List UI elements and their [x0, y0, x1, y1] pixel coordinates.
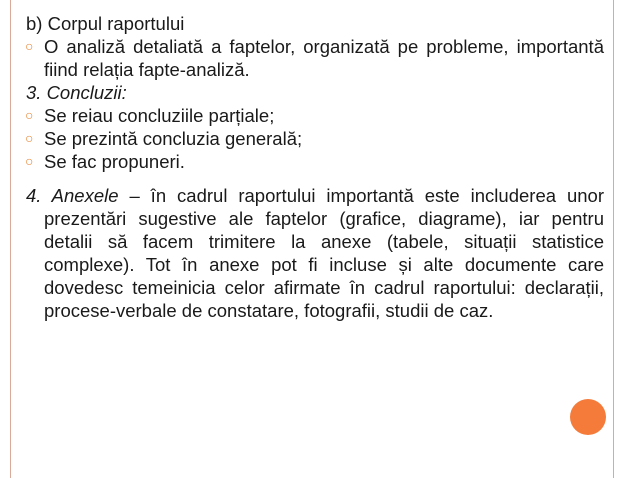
decorative-orange-circle	[570, 399, 606, 435]
bullet-text: Se fac propuneri.	[44, 151, 185, 172]
section-heading-body: b) Corpul raportului	[26, 13, 185, 34]
hollow-circle-bullet-icon: ○	[25, 130, 34, 146]
section-heading-conclusions: 3. Concluzii:	[26, 82, 127, 103]
hollow-circle-bullet-icon: ○	[25, 153, 34, 169]
bullet-item-analysis	[26, 35, 604, 81]
bullet-item-general	[26, 127, 604, 150]
annex-text: – în cadrul raportului importantă este includerea unor prezentări sugestive ale faptelor (grafice, diagrame), iar pentru detalii să facem trimitere la anexe (tabele, situații statistice complexe). Tot în anexe pot fi incluse și alte documente care dovedesc temeinicia celor afirmate în cadrul raportului: declarații, procese-verbale de constatare, fotografii, studii de caz.	[44, 185, 604, 321]
annex-paragraph	[26, 184, 604, 322]
bullet-text: Se reiau concluziile parțiale;	[44, 105, 275, 126]
bullet-item-proposals	[26, 150, 604, 173]
annex-title: 4. Anexele	[26, 185, 119, 206]
bullet-text: O analiză detaliată a faptelor, organizată pe probleme, importantă fiind relația fapte-analiză.	[44, 36, 604, 80]
bullet-item-partial	[26, 104, 604, 127]
bullet-text: Se prezintă concluzia generală;	[44, 128, 303, 149]
hollow-circle-bullet-icon: ○	[25, 38, 34, 54]
slide-content	[26, 12, 604, 341]
hollow-circle-bullet-icon: ○	[25, 107, 34, 123]
